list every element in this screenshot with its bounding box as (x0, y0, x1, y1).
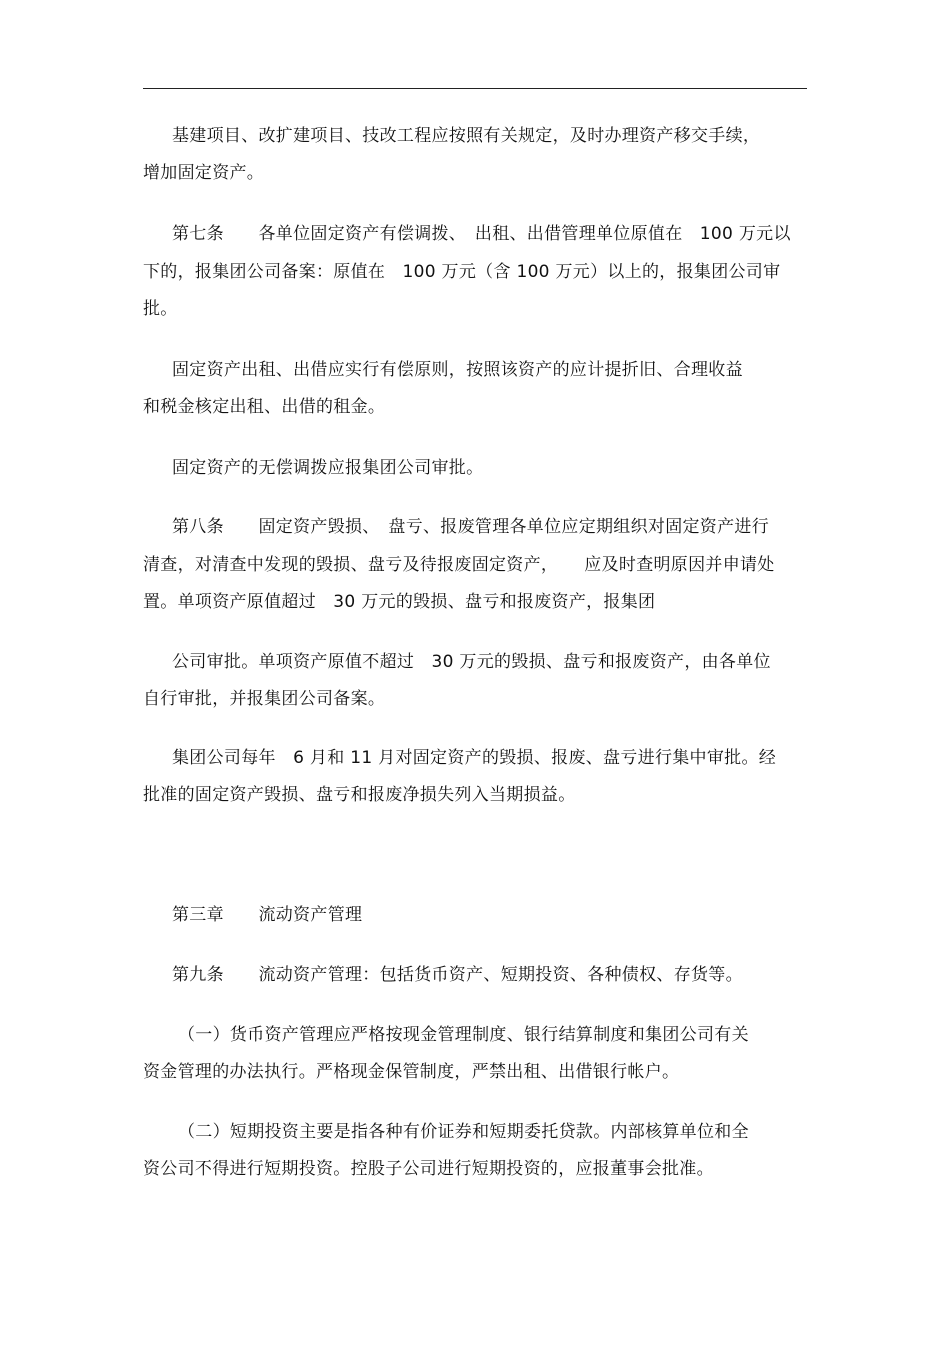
paragraph-line: 固定资产出租、出借应实行有偿原则，按照该资产的应计提折旧、合理收益 (172, 360, 743, 380)
article-8-line: 第八条 固定资产毁损、 盘亏、报废管理各单位应定期组织对固定资产进行 (172, 517, 769, 537)
chapter-3-heading: 第三章 流动资产管理 (172, 905, 363, 925)
paragraph-line: 固定资产的无偿调拨应报集团公司审批。 (172, 458, 484, 478)
article-9-line: 第九条 流动资产管理：包括货币资产、短期投资、各种债权、存货等。 (172, 965, 743, 985)
paragraph-line: 批准的固定资产毁损、盘亏和报废净损失列入当期损益。 (143, 785, 576, 805)
paragraph-line: 清查，对清查中发现的毁损、盘亏及待报废固定资产， 应及时查明原因并申请处 (143, 555, 775, 575)
article-7-line: 第七条 各单位固定资产有偿调拨、 出租、出借管理单位原值在 100 万元以 (172, 224, 791, 244)
header-rule (143, 88, 807, 89)
item-1-line: （一）货币资产管理应严格按现金管理制度、银行结算制度和集团公司有关 (178, 1025, 749, 1045)
paragraph-line: 和税金核定出租、出借的租金。 (143, 397, 386, 417)
paragraph-line: 批。 (143, 299, 178, 319)
paragraph-line: 资公司不得进行短期投资。控股子公司进行短期投资的，应报董事会批准。 (143, 1159, 714, 1179)
item-2-line: （二）短期投资主要是指各种有价证券和短期委托贷款。内部核算单位和全 (178, 1122, 749, 1142)
paragraph-line: 增加固定资产。 (143, 163, 265, 183)
paragraph-line: 公司审批。单项资产原值不超过 30 万元的毁损、盘亏和报废资产，由各单位 (172, 652, 771, 672)
paragraph-line: 基建项目、改扩建项目、技改工程应按照有关规定，及时办理资产移交手续， (172, 126, 761, 146)
paragraph-line: 自行审批，并报集团公司备案。 (143, 689, 386, 709)
paragraph-line: 下的，报集团公司备案：原值在 100 万元（含 100 万元）以上的，报集团公司审 (143, 262, 781, 282)
paragraph-line: 集团公司每年 6 月和 11 月对固定资产的毁损、报废、盘亏进行集中审批。经 (172, 748, 777, 768)
paragraph-line: 资金管理的办法执行。严格现金保管制度，严禁出租、出借银行帐户。 (143, 1062, 680, 1082)
paragraph-line: 置。单项资产原值超过 30 万元的毁损、盘亏和报废资产，报集团 (143, 592, 656, 612)
